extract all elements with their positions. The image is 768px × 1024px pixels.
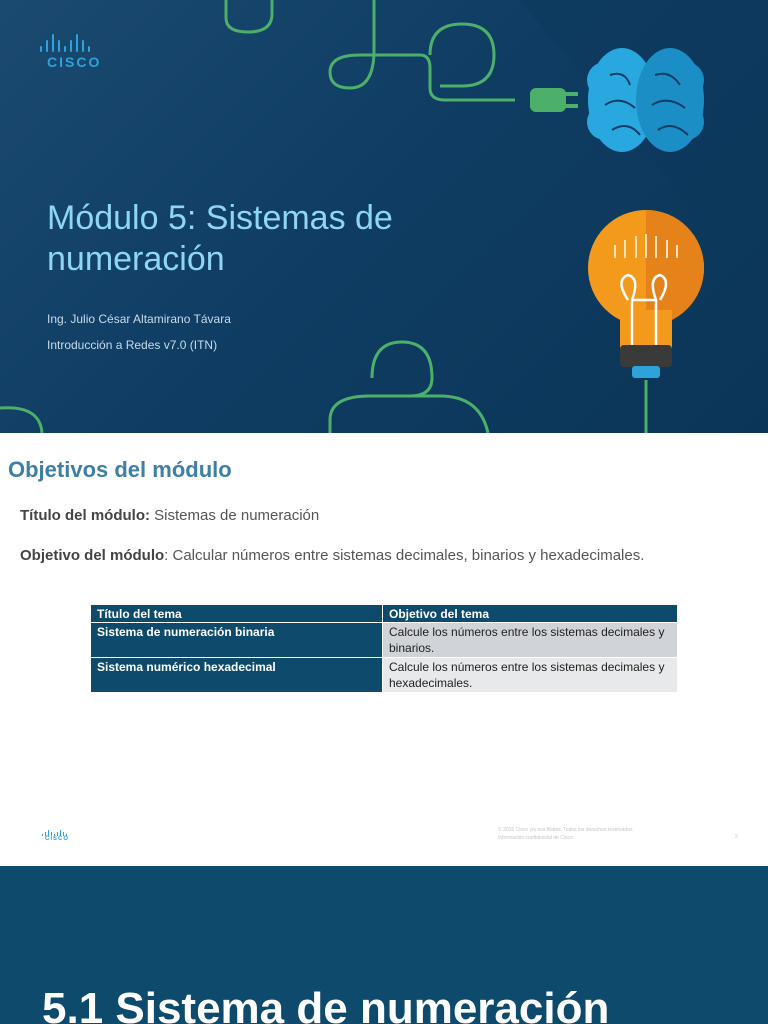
circuit-line	[430, 24, 494, 86]
slide-heading: Objetivos del módulo	[8, 457, 232, 482]
cisco-logo	[40, 34, 110, 74]
module-title-label: Título del módulo:	[20, 507, 150, 524]
objective-cell: Calcule los números entre los sistemas decimales y binarios.	[383, 623, 678, 658]
module-title-value: Sistemas de numeración	[149, 507, 320, 524]
plug-icon	[530, 88, 578, 112]
column-header: Título del tema	[91, 605, 383, 623]
brain-icon	[587, 48, 704, 152]
footer-cisco-logo	[42, 830, 69, 842]
footer-cisco-wordmark: CISCO	[45, 836, 70, 842]
course-name: Introducción a Redes v7.0 (ITN)	[47, 338, 218, 352]
module-title-line	[20, 507, 319, 524]
objective-cell: Calcule los números entre los sistemas decimales y hexadecimales.	[383, 658, 678, 693]
confidential-line: Información confidencial de Cisco	[498, 835, 573, 841]
objectives-slide	[0, 433, 768, 866]
author-name: Ing. Julio César Altamirano Távara	[47, 312, 231, 326]
circuit-line	[226, 0, 272, 32]
copyright-line: © 2016 Cisco y/o sus filiales. Todos los derechos reservados.	[498, 827, 634, 833]
slide-title: Módulo 5: Sistemas de numeración	[47, 199, 393, 278]
module-objective-value: : Calcular números entre sistemas decimales, binarios y hexadecimales.	[164, 547, 645, 564]
cisco-wordmark: CISCO	[47, 54, 102, 70]
table-row	[91, 658, 678, 693]
title-slide	[0, 0, 768, 433]
section-slide	[0, 866, 768, 1024]
module-objective-label: Objetivo del módulo	[20, 547, 165, 564]
circuit-line	[0, 408, 42, 433]
page-number: 2	[735, 834, 738, 840]
lightbulb-icon	[588, 210, 704, 433]
circuit-line	[330, 0, 515, 100]
section-title: 5.1 Sistema de numeración	[42, 984, 610, 1024]
circuit-line	[330, 396, 488, 433]
topic-cell: Sistema de numeración binaria	[91, 623, 383, 658]
topic-cell: Sistema numérico hexadecimal	[91, 658, 383, 693]
circuit-line	[372, 342, 432, 396]
table-row	[91, 623, 678, 658]
column-header: Objetivo del tema	[383, 605, 678, 623]
table-header-row	[91, 605, 678, 623]
module-objective-line	[20, 547, 644, 564]
topics-table	[90, 604, 678, 693]
copyright-notice	[498, 826, 718, 842]
